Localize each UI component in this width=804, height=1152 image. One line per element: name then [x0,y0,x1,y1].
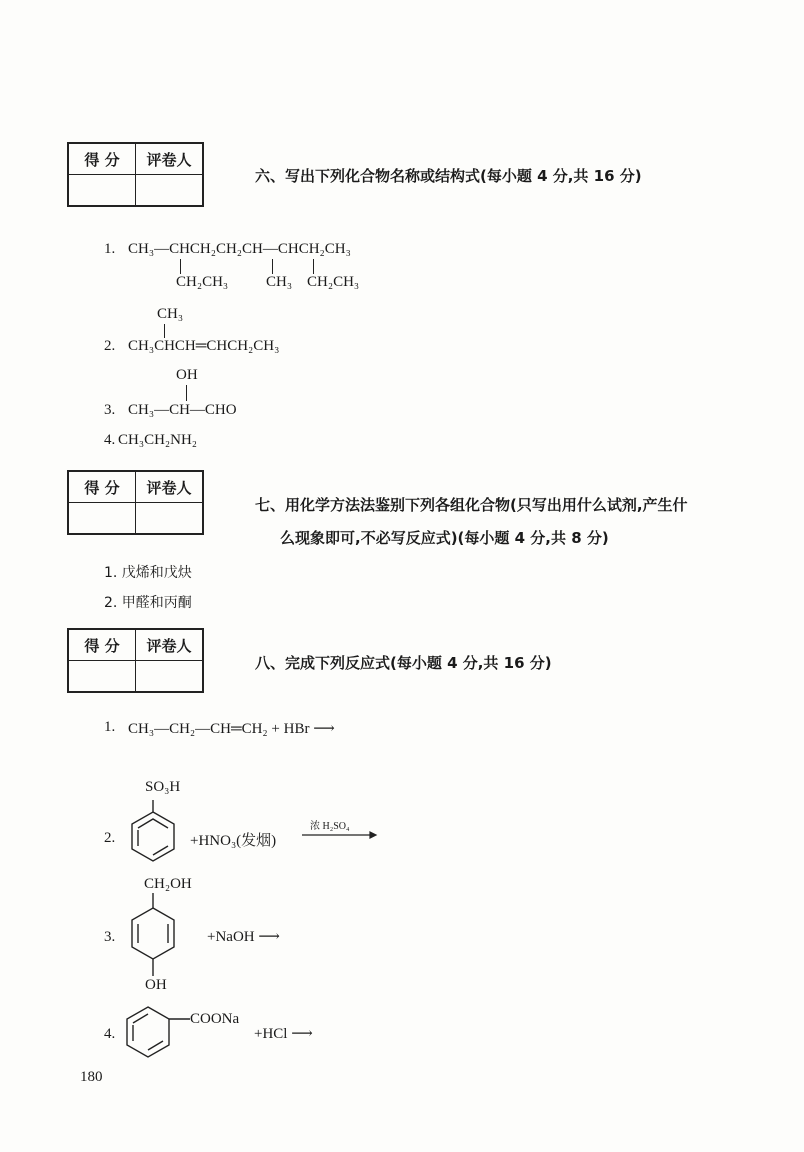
q7-2: 2. 甲醛和丙酮 [104,595,192,611]
q6-4-formula: CH₃CH₂NH₂ [118,432,198,448]
section-eight-heading: 八、完成下列反应式(每小题 4 分,共 16 分) [255,654,552,672]
q6-3-number: 3. [104,402,116,418]
grader-label: 评卷人 [136,471,204,503]
q6-1-number: 1. [104,241,116,257]
section-six-heading: 六、写出下列化合物名称或结构式(每小题 4 分,共 16 分) [255,167,642,185]
q8-3-bottom-group: OH [145,977,167,993]
grader-label: 评卷人 [136,629,204,661]
q8-3-top-group: CH₂OH [144,876,192,892]
score-label: 得 分 [68,629,136,661]
benzene-ring-icon [132,893,174,976]
benzene-ring-icon [132,800,174,861]
grader-label: 评卷人 [136,143,204,175]
reaction-arrow-icon [302,832,376,838]
q8-2-condition: 浓 H₂SO₄ [310,821,350,832]
q8-3-reagent: +NaOH ⟶ [207,929,280,945]
q8-1-number: 1. [104,719,116,735]
benzene-ring-icon [127,1007,190,1057]
q6-2-number: 2. [104,338,116,354]
q6-3-branch: OH [176,367,198,383]
q6-2-branch: CH₃ [157,306,184,322]
score-label: 得 分 [68,143,136,175]
q8-1-reaction: CH₃—CH₂—CH═CH₂ + HBr ⟶ [128,721,335,737]
q8-4-reagent: +HCl ⟶ [254,1026,313,1042]
q8-4-number: 4. [104,1026,116,1042]
q6-4-number: 4. [104,432,116,448]
q6-1-formula: CH₃—CHCH₂CH₂CH—CHCH₂CH₃ [128,241,351,257]
section-seven-heading-line2: 么现象即可,不必写反应式)(每小题 4 分,共 8 分) [280,529,609,547]
q6-1-branch-3: CH₂CH₃ [307,274,360,290]
score-label: 得 分 [68,471,136,503]
q6-1-branch-2: CH₃ [266,274,293,290]
q7-1: 1. 戊烯和戊炔 [104,565,192,581]
q8-2-reagent: +HNO₃(发烟) [190,833,277,849]
q6-1-branch-1: CH₂CH₃ [176,274,229,290]
q8-2-number: 2. [104,830,116,846]
q6-2-formula: CH₃CHCH═CHCH₂CH₃ [128,338,280,354]
section-seven-heading-line1: 七、用化学方法法鉴别下列各组化合物(只写出用什么试剂,产生什 [255,496,688,514]
page-number: 180 [80,1069,103,1085]
q6-3-formula: CH₃—CH—CHO [128,402,237,418]
q8-4-substituent: COONa [190,1011,240,1027]
q8-3-number: 3. [104,929,116,945]
q8-2-substituent: SO₃H [145,779,181,795]
